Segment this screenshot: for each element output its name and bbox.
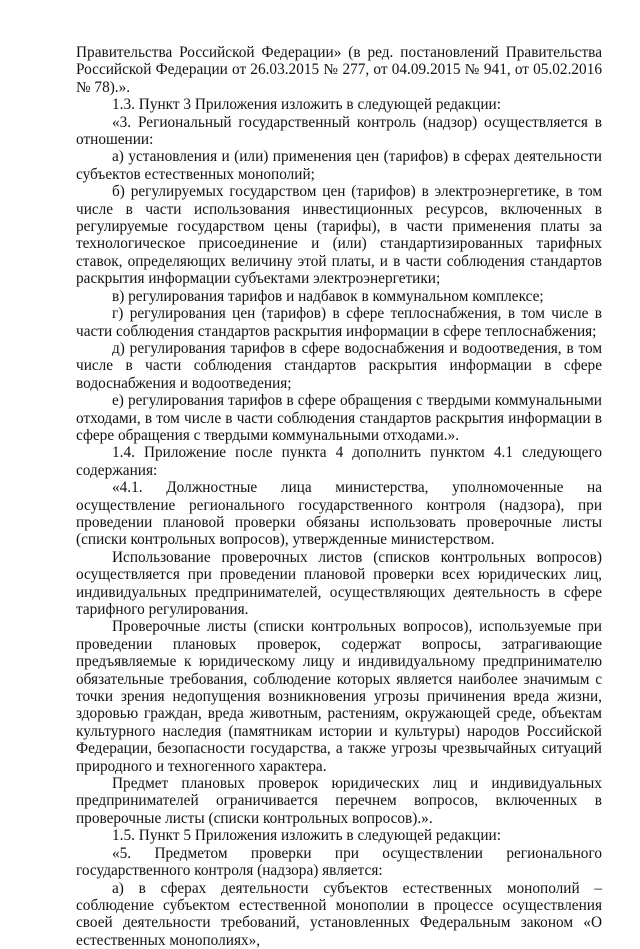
paragraph: «4.1. Должностные лица министерства, уполномоченные на осуществление регионального государственного контроля (надзора), при проведении плановой проверки обязаны использовать проверочные листы (списки контрольных вопросов), утвержденные министерством. <box>76 479 602 549</box>
paragraph: а) в сферах деятельности субъектов естественных монополий – соблюдение субъектом естественной монополии в процессе осуществления своей деятельности требований, установленных Федеральным законом «О естественных монополиях», <box>76 880 602 949</box>
paragraph: е) регулирования тарифов в сфере обращения с твердыми коммунальными отходами, в том числе в части соблюдения стандартов раскрытия информации в сфере обращения с твердыми коммунальными отходами.». <box>76 392 602 444</box>
paragraph: Предмет плановых проверок юридических лиц и индивидуальных предпринимателей ограничивается перечнем вопросов, включенных в проверочные листы (списки контрольных вопросов).». <box>76 775 602 827</box>
paragraph: 1.4. Приложение после пункта 4 дополнить пунктом 4.1 следующего содержания: <box>76 444 602 479</box>
paragraph: Использование проверочных листов (списков контрольных вопросов) осуществляется при проведении плановой проверки всех юридических лиц, индивидуальных предпринимателей, осуществляющих деятельность в сфере тарифного регулирования. <box>76 549 602 619</box>
paragraph: г) регулирования цен (тарифов) в сфере теплоснабжения, в том числе в части соблюдения стандартов раскрытия информации в сфере теплоснабжения; <box>76 305 602 340</box>
paragraph: Правительства Российской Федерации» (в ред. постановлений Правительства Российской Федерации от 26.03.2015 № 277, от 04.09.2015 № 941, от 05.02.2016 № 78).». <box>76 44 602 96</box>
paragraph: Проверочные листы (списки контрольных вопросов), используемые при проведении плановых проверок, содержат вопросы, затрагивающие предъявляемые к юридическому лицу и индивидуальному предпринимателю обязательные требования, соблюдение которых является наиболее значимым с точки зрения недопущения возникновения угрозы причинения вреда жизни, здоровью граждан, вреда животным, растениям, окружающей среде, объектам культурного наследия (памятникам истории и культуры) народов Российской Федерации, безопасности государства, а также угрозы чрезвычайных ситуаций природного и техногенного характера. <box>76 618 602 775</box>
paragraph: «3. Региональный государственный контроль (надзор) осуществляется в отношении: <box>76 114 602 149</box>
paragraph: в) регулирования тарифов и надбавок в коммунальном комплексе; <box>76 288 602 305</box>
paragraph: д) регулирования тарифов в сфере водоснабжения и водоотведения, в том числе в части соблюдения стандартов раскрытия информации в сфере водоснабжения и водоотведения; <box>76 340 602 392</box>
paragraph: б) регулируемых государством цен (тарифов) в электроэнергетике, в том числе в части использования инвестиционных ресурсов, включенных в регулируемые государством цены (тарифы), в части применения платы за технологическое присоединение и (или) стандартизированных тарифных ставок, определяющих величину этой платы, и в части соблюдения стандартов раскрытия информации субъектами электроэнергетики; <box>76 183 602 287</box>
paragraph: «5. Предметом проверки при осуществлении регионального государственного контроля (надзора) является: <box>76 845 602 880</box>
paragraph: 1.5. Пункт 5 Приложения изложить в следующей редакции: <box>76 827 602 844</box>
paragraph: 1.3. Пункт 3 Приложения изложить в следующей редакции: <box>76 96 602 113</box>
paragraph: а) установления и (или) применения цен (тарифов) в сферах деятельности субъектов естественных монополий; <box>76 148 602 183</box>
